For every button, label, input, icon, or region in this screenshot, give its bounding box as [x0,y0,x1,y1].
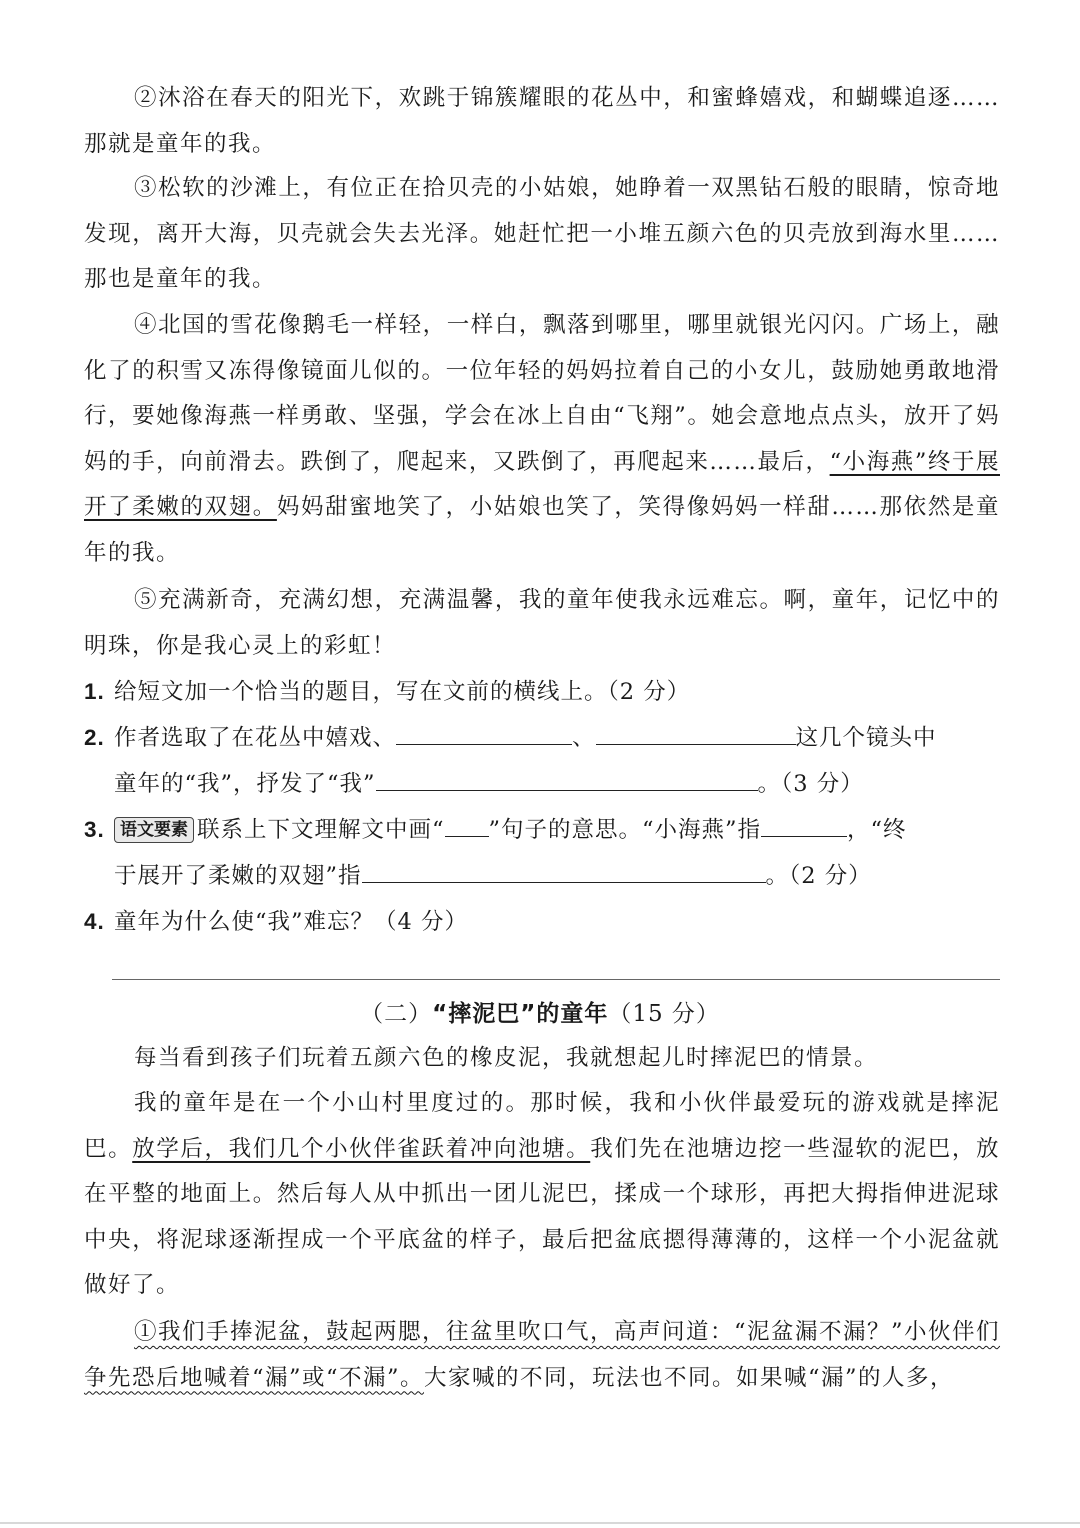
section-2-title-score: （15 分） [608,1001,720,1027]
answer-blank[interactable] [596,722,796,745]
question-3-text-b: ”句子的意思。“小海燕”指 [488,817,762,843]
passage-2-paragraph-1: 每当看到孩子们玩着五颜六色的橡皮泥，我就想起儿时摔泥巴的情景。 [134,1045,879,1071]
passage-paragraph-5: ⑤充满新奇，充满幻想，充满温馨，我的童年使我永远难忘。啊，童年，记忆中的明珠，你是我心灵上的彩虹！ [84,587,1000,659]
wavy-underlined-sentence: ①我们手捧泥盆，鼓起两腮，往盆里吹口气，高声问道：“泥盆漏不漏？”小伙伴们争先恐后地喊着“漏”或“不漏”。 [84,1319,1001,1391]
passage-paragraph-3: ③松软的沙滩上，有位正在拾贝壳的小姑娘，她睁着一双黑钻石般的眼睛，惊奇地发现，离开大海，贝壳就会失去光泽。她赶忙把一小堆五颜六色的贝壳放到海水里……那也是童年的我。 [84,175,1000,292]
passage-2-paragraph-2 [84,1081,1000,1309]
question-number: 3. [84,817,105,842]
section-divider [112,979,1000,980]
paragraph-text-after: 我们先在池塘边挖一些湿软的泥巴，放在平整的地面上。然后每人从中抓出一团儿泥巴，揉成一个球形，再把大拇指伸进泥球中央，将泥球逐渐捏成一个平底盆的样子，最后把盆底摁得薄薄的，这样一个小泥盆就做好了。 [84,1135,1000,1298]
section-2-title-prefix: （二） [360,1001,433,1027]
paragraph-text-after: 大家喊的不同，玩法也不同。如果喊“漏”的人多， [424,1364,955,1391]
passage-paragraph-4 [84,303,1000,576]
paragraph-4-text-before: ④北国的雪花像鹅毛一样轻，一样白，飘落到哪里，哪里就银光闪闪。广场上，融化了的积雪又冻得像镜面儿似的。一位年轻的妈妈拉着自己的小女儿，鼓励她勇敢地滑行，要她像海燕一样勇敢、坚强，学会在冰上自由“飞翔”。她会意地点点头，放开了妈妈的手，向前滑去。跌倒了，爬起来，又跌倒了，再爬起来……最后， [84,312,1000,475]
language-element-tag: 语文要素 [114,817,194,843]
question-2 [84,715,1000,807]
question-4 [84,899,1000,945]
question-1 [84,669,1000,715]
paragraph-4-text-after: 妈妈甜蜜地笑了，小姑娘也笑了，笑得像妈妈一样甜……那依然是童年的我。 [84,494,1000,566]
passage-paragraph-2: ②沐浴在春天的阳光下，欢跳于锦簇耀眼的花丛中，和蜜蜂嬉戏，和蝴蝶追逐……那就是童年的我。 [84,85,1000,157]
answer-blank[interactable] [396,722,572,745]
question-2-text-a: 作者选取了在花丛中嬉戏、 [114,725,397,751]
question-number: 2. [84,725,105,750]
question-2-text-b: 、 [572,725,596,751]
question-2-text-e: 。（3 分） [757,771,864,797]
underlined-sentence-little-petrel: “小海燕”终于展开了柔嫩的双翅。 [84,448,1000,520]
question-3-text-d: 于展开了柔嫩的双翅”指 [114,863,362,889]
question-3-text-a: 联系上下文理解文中画“ [197,817,445,843]
question-4-text: 童年为什么使“我”难忘？（4 分） [114,909,468,935]
section-2-title-text: “摔泥巴”的童年 [432,1001,609,1027]
underline-sample-blank [445,814,489,837]
answer-blank[interactable] [761,814,847,837]
question-number: 4. [84,909,105,934]
question-1-text: 给短文加一个恰当的题目，写在文前的横线上。（2 分） [114,679,691,705]
paragraph-text-before: 我的童年是在一个小山村里度过的。那时候，我和小伙伴最爱玩的游戏就是摔泥巴。 [84,1090,1000,1162]
page-bottom-edge [0,1522,1080,1524]
answer-blank[interactable] [362,860,766,883]
question-2-text-c: 这几个镜头中 [795,725,937,751]
question-3-text-e: 。（2 分） [765,863,872,889]
question-2-text-d: 童年的“我”，抒发了“我” [114,771,376,797]
question-3-text-c: ，“终 [847,817,907,843]
passage-2-paragraph-3 [84,1310,1000,1401]
question-number: 1. [84,679,105,704]
question-3 [84,807,1000,899]
answer-blank[interactable] [376,768,758,791]
underlined-sentence-pond: 放学后，我们几个小伙伴雀跃着冲向池塘。 [132,1135,591,1162]
section-2-title [0,994,1080,1034]
